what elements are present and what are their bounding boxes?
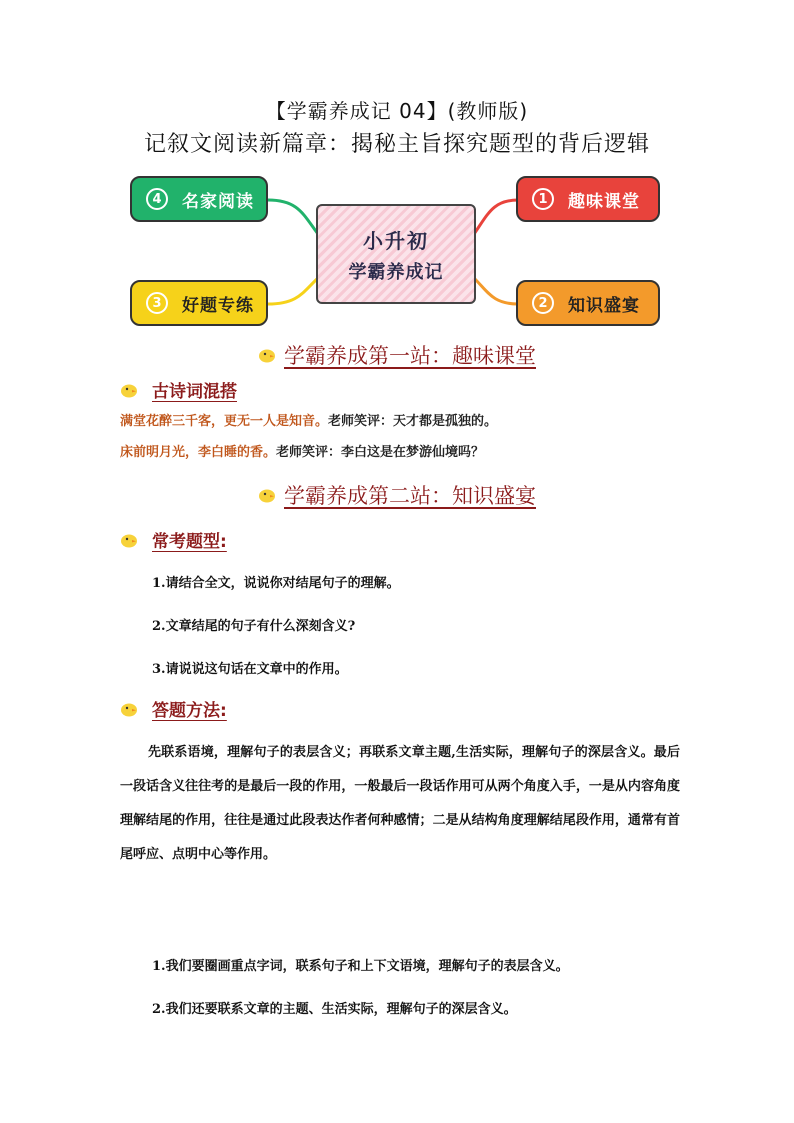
- joke-line: [120, 412, 497, 432]
- node-label: 好题专练: [182, 295, 254, 316]
- station2-heading: [0, 480, 794, 510]
- method-step: 1.我们要圈画重点字词，联系句子和上下文语境，理解句子的表层含义。: [152, 959, 569, 974]
- joke-poem: 满堂花醉三千客，更无一人是知音。: [120, 414, 329, 429]
- mind-map-node-practice: [130, 280, 268, 326]
- method-paragraph: 先联系语境，理解句子的表层含义；再联系文章主题,生活实际，理解句子的深层含义。最后一段话含义往往考的是最后一段的作用，一般最后一段话作用可从两个角度入手，一是从内容角度理解结尾的作用，往往是通过此段表达作者何种感情；二是从结构角度理解结尾段作用，通常有首尾呼应、点明中心等作用。: [120, 745, 680, 862]
- mind-map-node-knowledge: [516, 280, 660, 326]
- method-step: 2.我们还要联系文章的主题、生活实际，理解句子的深层含义。: [152, 1002, 517, 1017]
- chick-icon: [258, 487, 276, 503]
- title-block: [0, 96, 794, 162]
- chick-icon: [120, 532, 138, 548]
- node-label: 知识盛宴: [568, 295, 640, 316]
- station1-sub: 古诗词混搭: [152, 382, 237, 402]
- station1-heading: [0, 340, 794, 370]
- center-line2: 学霸养成记: [348, 261, 444, 283]
- method-label: 答题方法:: [152, 701, 227, 721]
- circled-number: 3: [146, 292, 168, 314]
- center-line1: 小升初: [363, 228, 429, 253]
- question-types-heading: [120, 527, 227, 552]
- question-types-label: 常考题型:: [152, 532, 227, 552]
- joke-poem: 床前明月光，李白睡的香。: [120, 445, 277, 460]
- method-heading: [120, 696, 227, 721]
- station2-title: 学霸养成第二站：知识盛宴: [284, 484, 536, 508]
- chick-icon: [120, 382, 138, 398]
- mind-map-center: [316, 204, 476, 304]
- page-subtitle: 记叙文阅读新篇章：揭秘主旨探究题型的背后逻辑: [143, 132, 650, 157]
- station1-subheading: [120, 377, 237, 402]
- circled-number: 4: [146, 188, 168, 210]
- node-label: 趣味课堂: [568, 191, 640, 212]
- mind-map-node-reading: [130, 176, 268, 222]
- joke-line: [120, 443, 484, 463]
- mind-map: [128, 174, 664, 332]
- joke-comment: 老师笑评：天才都是孤独的。: [328, 414, 498, 429]
- mind-map-node-classroom: [516, 176, 660, 222]
- node-label: 名家阅读: [182, 191, 254, 212]
- chick-icon: [120, 701, 138, 717]
- chick-icon: [258, 347, 276, 363]
- question-item: 1.请结合全文，说说你对结尾句子的理解。: [152, 576, 400, 591]
- page-title: 【学霸养成记 04】(教师版): [265, 99, 529, 123]
- question-item: 3.请说说这句话在文章中的作用。: [152, 662, 348, 677]
- station1-title: 学霸养成第一站：趣味课堂: [284, 344, 536, 368]
- joke-comment: 老师笑评：李白这是在梦游仙境吗？: [276, 445, 485, 460]
- circled-number: 2: [532, 292, 554, 314]
- question-item: 2.文章结尾的句子有什么深刻含义?: [152, 619, 356, 634]
- circled-number: 1: [532, 188, 554, 210]
